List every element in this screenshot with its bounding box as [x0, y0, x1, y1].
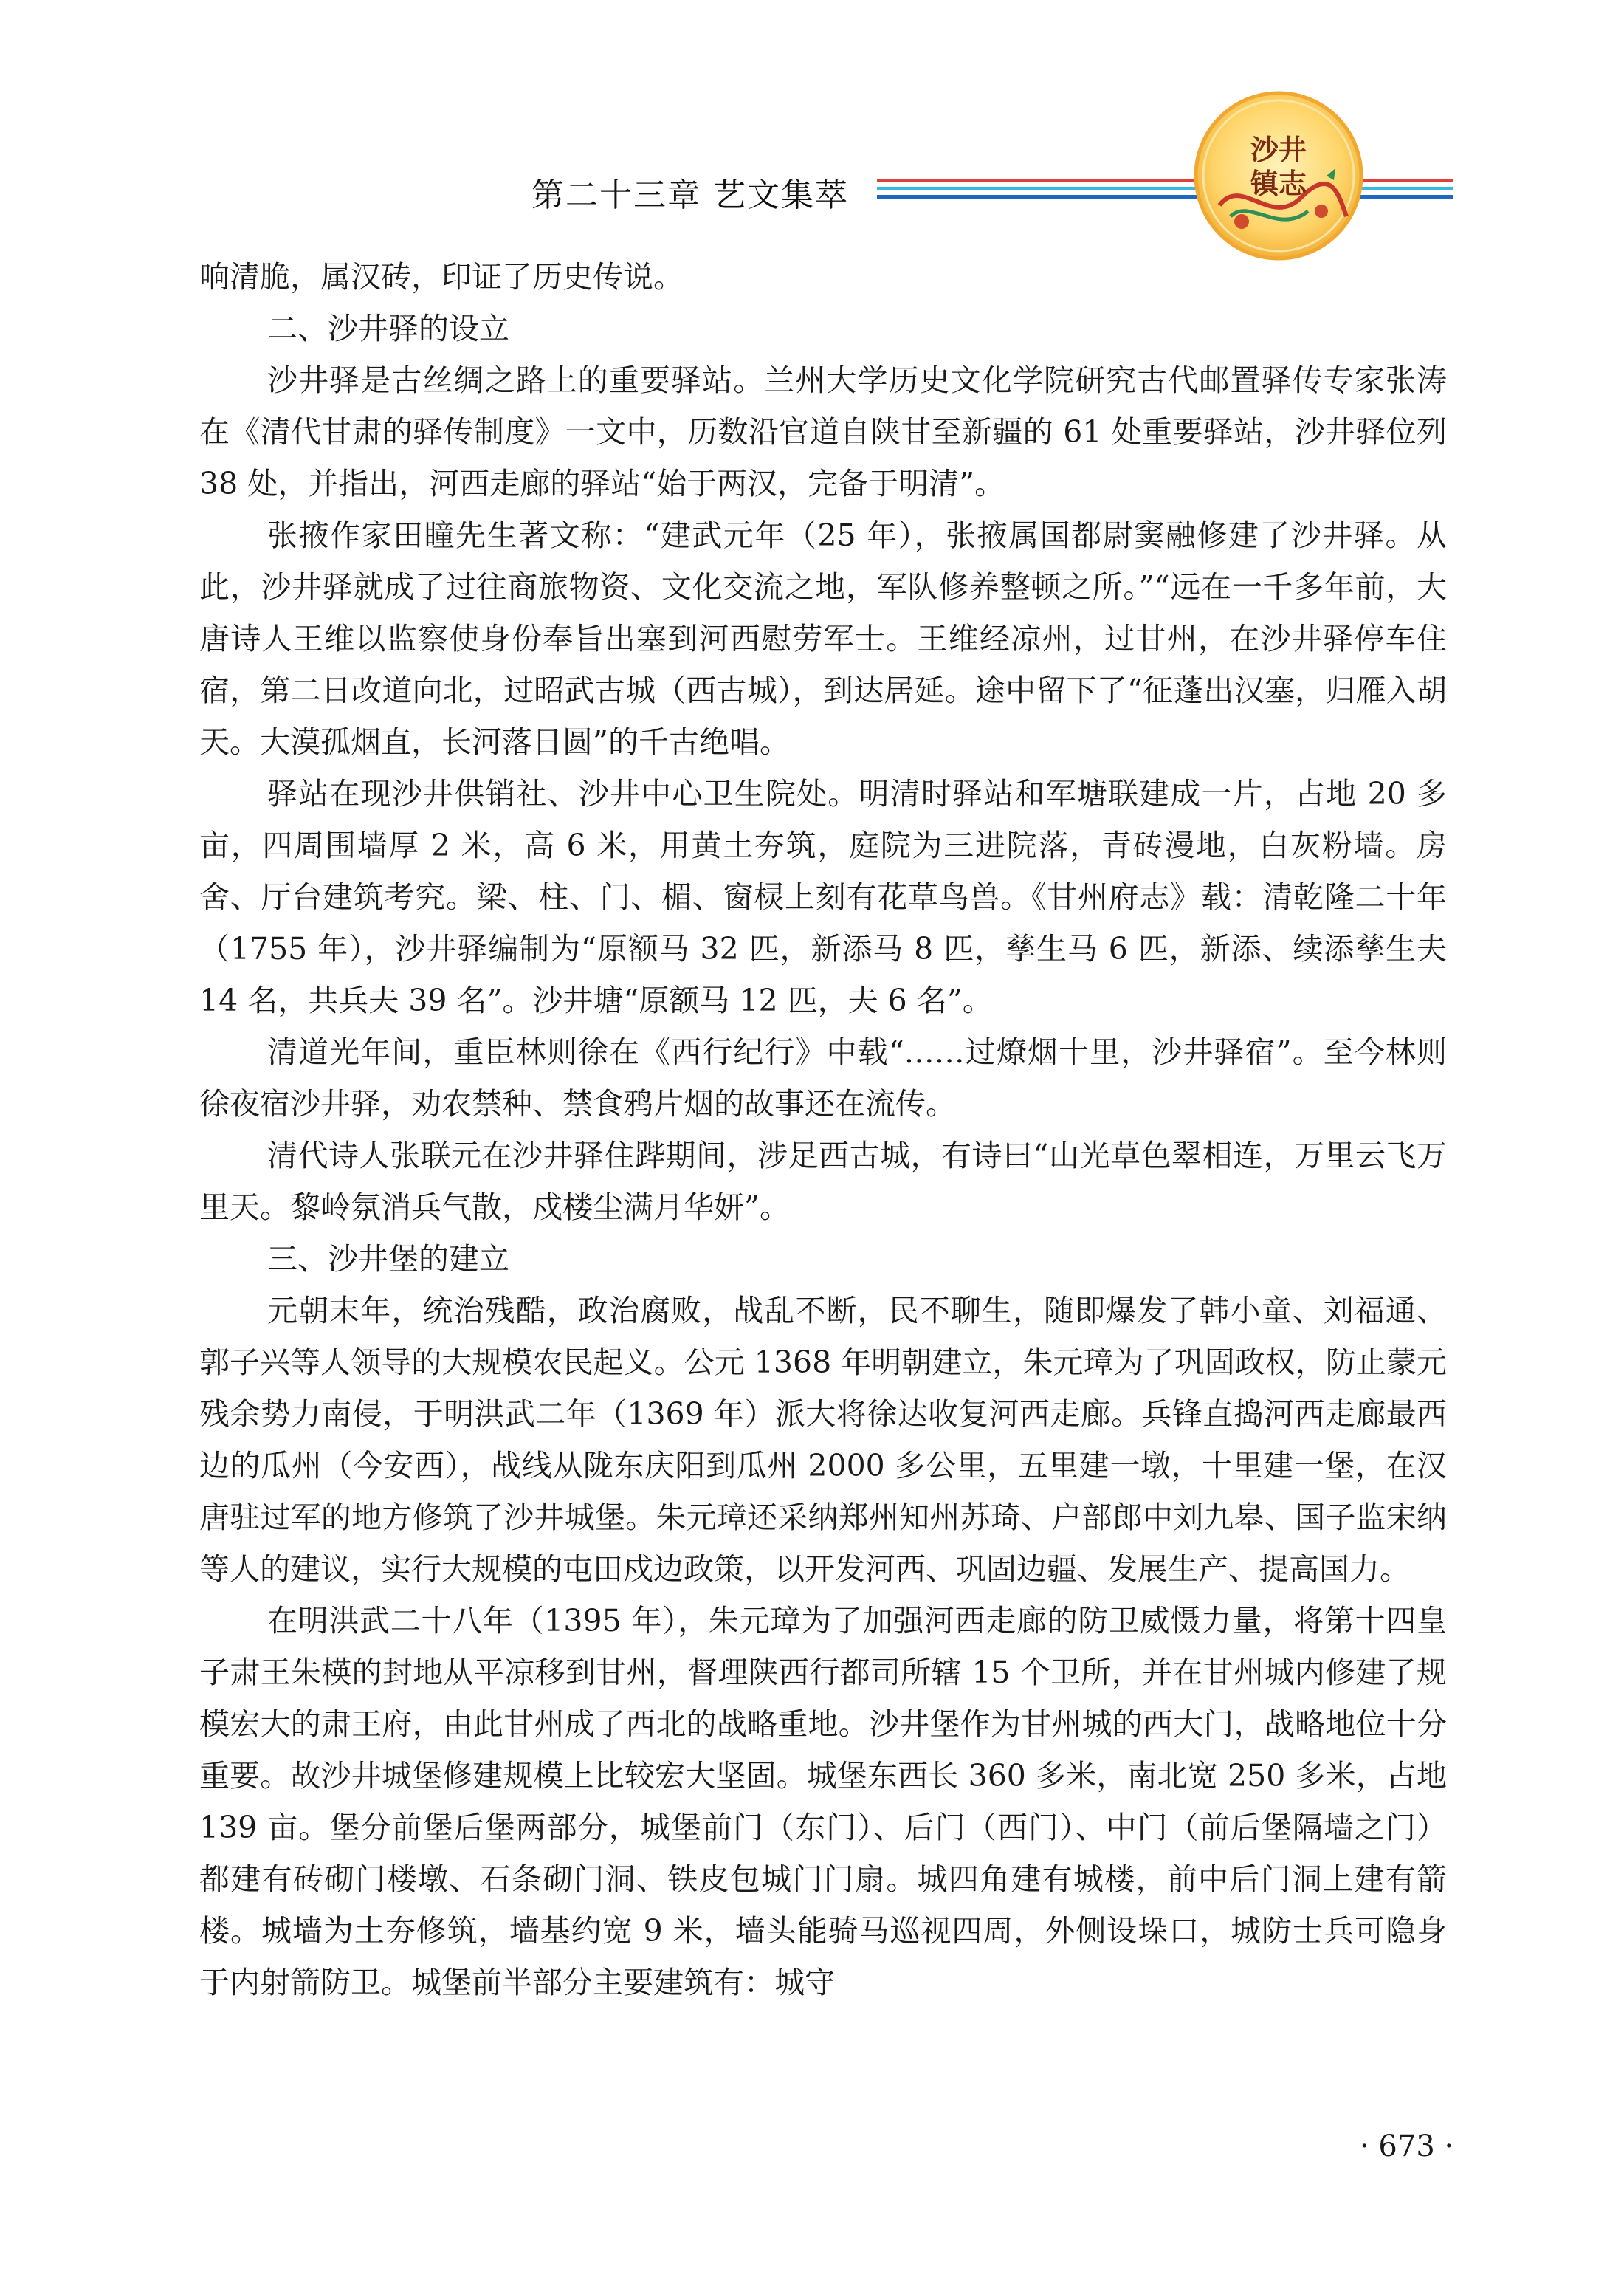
page-number: · 673 · [1360, 2129, 1454, 2163]
section-heading-fort: 三、沙井堡的建立 [267, 1241, 509, 1277]
page-body [199, 251, 1447, 2008]
section-heading-posthouse: 二、沙井驿的设立 [267, 311, 509, 346]
paragraph: 驿站在现沙井供销社、沙井中心卫生院处。明清时驿站和军塘联建成一片，占地 20 多亩，四周围墙厚 2 米，高 6 米，用黄土夯筑，庭院为三进院落，青砖漫地，白灰粉墙。房舍、厅台建筑考究。梁、柱、门、楣、窗棂上刻有花草鸟兽。《甘州府志》载：清乾隆二十年（1755 年），沙井驿编制为“原额马 32 匹，新添马 8 匹，孳生马 6 匹，新添、续添孳生夫 14 名，共兵夫 39 名”。沙井塘“原额马 12 匹，夫 6 名”。 [199, 776, 1447, 1018]
emblem-line-2: 镇志 [1250, 167, 1307, 200]
paragraph: 沙井驿是古丝绸之路上的重要驿站。兰州大学历史文化学院研究古代邮置驿传专家张涛在《清代甘肃的驿传制度》一文中，历数沿官道自陕甘至新疆的 61 处重要驿站，沙井驿位列 38 处，并指出，河西走廊的驿站“始于两汉，完备于明清”。 [199, 363, 1447, 501]
paragraph-continued: 响清脆，属汉砖，印证了历史传说。 [199, 259, 684, 295]
paragraph: 张掖作家田瞳先生著文称：“建武元年（25 年），张掖属国都尉窦融修建了沙井驿。从此，沙井驿就成了过往商旅物资、文化交流之地，军队修养整顿之所。”“远在一千多年前，大唐诗人王维以监察使身份奉旨出塞到河西慰劳军士。王维经凉州，过甘州，在沙井驿停车住宿，第二日改道向北，过昭武古城（西古城），到达居延。途中留下了“征蓬出汉塞，归雁入胡天。大漠孤烟直，长河落日圆”的千古绝唱。 [199, 518, 1447, 760]
paragraph: 清道光年间，重臣林则徐在《西行纪行》中载“……过燎烟十里，沙井驿宿”。至今林则徐夜宿沙井驿，劝农禁种、禁食鸦片烟的故事还在流传。 [199, 1034, 1447, 1122]
emblem-title [1190, 133, 1367, 201]
paragraph: 元朝末年，统治残酷，政治腐败，战乱不断，民不聊生，随即爆发了韩小童、刘福通、郭子兴等人领导的大规模农民起义。公元 1368 年明朝建立，朱元璋为了巩固政权，防止蒙元残余势力南侵，于明洪武二年（1369 年）派大将徐达收复河西走廊。兵锋直捣河西走廊最西边的瓜州（今安西），战线从陇东庆阳到瓜州 2000 多公里，五里建一墩，十里建一堡，在汉唐驻过军的地方修筑了沙井城堡。朱元璋还采纳郑州知州苏琦、户部郎中刘九皋、国子监宋纳等人的建议，实行大规模的屯田戍边政策，以开发河西、巩固边疆、发展生产、提高国力。 [199, 1293, 1447, 1587]
chapter-title: 第二十三章 艺文集萃 [531, 176, 849, 214]
paragraph: 在明洪武二十八年（1395 年），朱元璋为了加强河西走廊的防卫威慑力量，将第十四皇子肃王朱楧的封地从平凉移到甘州，督理陕西行都司所辖 15 个卫所，并在甘州城内修建了规模宏大的肃王府，由此甘州成了西北的战略重地。沙井堡作为甘州城的西大门，战略地位十分重要。故沙井城堡修建规模上比较宏大坚固。城堡东西长 360 多米，南北宽 250 多米，占地 139 亩。堡分前堡后堡两部分，城堡前门（东门）、后门（西门）、中门（前后堡隔墙之门）都建有砖砌门楼墩、石条砌门洞、铁皮包城门门扇。城四角建有城楼，前中后门洞上建有箭楼。城墙为土夯修筑，墙基约宽 9 米，墙头能骑马巡视四周，外侧设垛口，城防士兵可隐身于内射箭防卫。城堡前半部分主要建筑有：城守 [199, 1603, 1447, 2000]
emblem-line-1: 沙井 [1250, 133, 1307, 166]
paragraph: 清代诗人张联元在沙井驿住跸期间，涉足西古城，有诗曰“山光草色翠相连，万里云飞万里天。黎岭氛消兵气散，戍楼尘满月华妍”。 [199, 1138, 1447, 1225]
town-gazetteer-emblem [1190, 87, 1367, 264]
